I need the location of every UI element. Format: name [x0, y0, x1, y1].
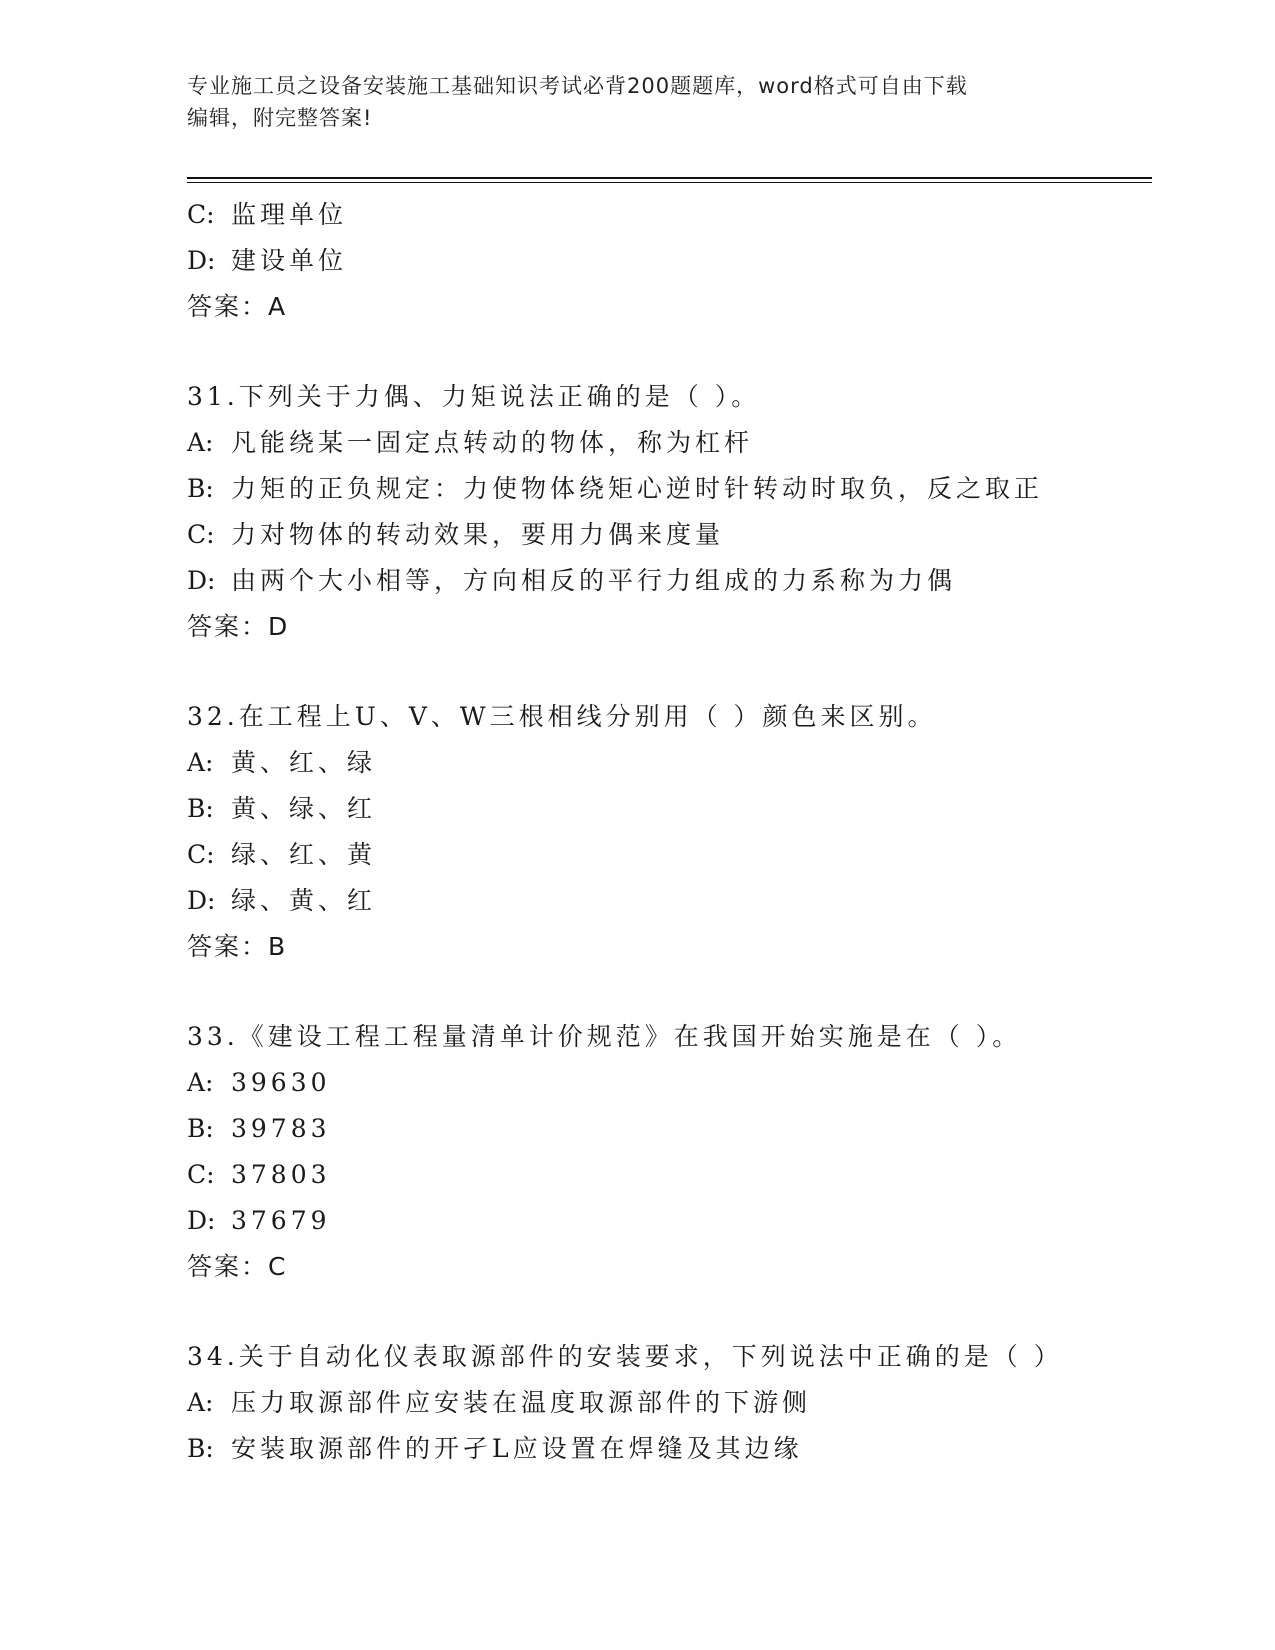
option-d: D: 建设单位	[187, 246, 348, 275]
option-d: D: 37679	[187, 1206, 331, 1235]
question-32	[187, 694, 1147, 970]
option-c: C: 37803	[187, 1160, 331, 1189]
answer-label: 答案：A	[187, 292, 288, 321]
header-title-line-2: 编辑，附完整答案!	[187, 106, 373, 130]
header-divider-thin	[187, 182, 1152, 183]
header-divider-thick	[187, 177, 1152, 179]
question-list	[187, 192, 1147, 1472]
option-a: A: 黄、红、绿	[187, 748, 377, 777]
option-b: B: 力矩的正负规定：力使物体绕矩心逆时针转动时取负，反之取正	[187, 474, 1044, 503]
question-stem: 33.《建设工程工程量清单计价规范》在我国开始实施是在（ ）。	[187, 1022, 1022, 1051]
question-30-tail	[187, 192, 1147, 330]
question-31	[187, 374, 1147, 650]
question-stem: 34.关于自动化仪表取源部件的安装要求，下列说法中正确的是（ ）	[187, 1342, 1063, 1371]
question-33	[187, 1014, 1147, 1290]
answer-label: 答案：C	[187, 1252, 288, 1281]
option-d: D: 绿、黄、红	[187, 886, 377, 915]
header-title-line-1: 专业施工员之设备安装施工基础知识考试必背200题题库，word格式可自由下载	[187, 74, 968, 98]
document-header	[187, 70, 1087, 134]
option-a: A: 39630	[187, 1068, 331, 1097]
question-34	[187, 1334, 1147, 1472]
option-c: C: 力对物体的转动效果，要用力偶来度量	[187, 520, 725, 549]
option-b: B: 黄、绿、红	[187, 794, 377, 823]
question-stem: 31.下列关于力偶、力矩说法正确的是（ ）。	[187, 382, 761, 411]
option-b: B: 39783	[187, 1114, 331, 1143]
option-a: A: 压力取源部件应安装在温度取源部件的下游侧	[187, 1388, 812, 1417]
option-c: C: 绿、红、黄	[187, 840, 377, 869]
question-stem: 32.在工程上U、V、W三根相线分别用（ ）颜色来区别。	[187, 702, 937, 731]
option-a: A: 凡能绕某一固定点转动的物体，称为杠杆	[187, 428, 754, 457]
option-b: B: 安装取源部件的开孑L应设置在焊缝及其边缘	[187, 1434, 803, 1463]
answer-label: 答案：B	[187, 932, 288, 961]
option-c: C: 监理单位	[187, 200, 348, 229]
answer-label: 答案：D	[187, 612, 290, 641]
option-d: D: 由两个大小相等，方向相反的平行力组成的力系称为力偶	[187, 566, 957, 595]
